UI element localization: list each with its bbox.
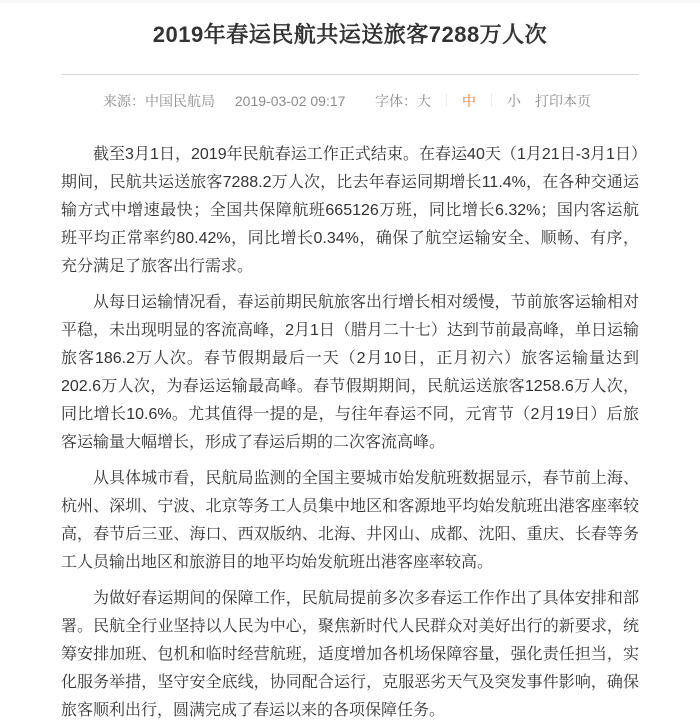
article-paragraph: 从具体城市看，民航局监测的全国主要城市始发航班数据显示，春节前上海、杭州、深圳、宁波、北京等务工人员集中地区和客源地平均始发航班出港客座率较高，春节后三亚、海口、西双版纳、北海、井冈山、成都、沈阳、重庆、长春等务工人员输出地区和旅游目的地平均始发航班出港客座率较高。 xyxy=(61,470,639,571)
font-size-controls xyxy=(375,91,591,111)
separator: ｜ xyxy=(439,93,453,108)
article-container xyxy=(61,74,639,725)
publish-datetime: 2019-03-02 09:17 xyxy=(234,93,346,109)
separator: ｜ xyxy=(484,93,498,108)
source-label: 来源：中国民航局 xyxy=(103,93,215,109)
meta-source-block xyxy=(103,91,345,111)
font-size-large-button[interactable]: 大 xyxy=(416,93,431,109)
print-page-button[interactable]: 打印本页 xyxy=(535,93,591,109)
article-paragraph: 截至3月1日，2019年民航春运工作正式结束。在春运40天（1月21日-3月1日）期间，民航共运送旅客7288.2万人次，比去年春运同期增长11.4%，在各种交通运输方式中增速最快；全国共保障航班665126万班，同比增长6.32%；国内客运航班平均正常率约80.42%，同比增长0.34%，确保了航空运输安全、顺畅、有序，充分满足了旅客出行需求。 xyxy=(61,146,639,275)
article-paragraph: 从每日运输情况看，春运前期民航旅客出行增长相对缓慢，节前旅客运输相对平稳，未出现明显的客流高峰，2月1日（腊月二十七）达到节前最高峰，单日运输旅客186.2万人次。春节假期最后一天（2月10日，正月初六）旅客运输量达到202.6万人次，为春运运输最高峰。春节假期期间，民航运送旅客1258.6万人次，同比增长10.6%。尤其值得一提的是，与往年春运不同，元宵节（2月19日）后旅客运输量大幅增长，形成了春运后期的二次客流高峰。 xyxy=(61,294,639,451)
article-body xyxy=(61,141,639,725)
meta-row xyxy=(61,75,639,111)
font-size-medium-button[interactable]: 中 xyxy=(461,93,476,109)
top-border-strip xyxy=(0,0,700,3)
font-size-small-button[interactable]: 小 xyxy=(507,93,521,109)
font-size-label: 字体： xyxy=(374,93,417,109)
page-title: 2019年春运民航共运送旅客7288万人次 xyxy=(152,22,548,47)
article-paragraph: 为做好春运期间的保障工作，民航局提前多次多春运工作作出了具体安排和部署。民航全行业坚持以人民为中心，聚焦新时代人民群众对美好出行的新要求，统筹安排加班、包机和临时经营航班，适度增加各机场保障容量，强化责任担当，实化服务举措，坚守安全底线，协同配合运行，克服恶劣天气及突发事件影响，确保旅客顺利出行，圆满完成了春运以来的各项保障任务。 xyxy=(61,590,639,719)
